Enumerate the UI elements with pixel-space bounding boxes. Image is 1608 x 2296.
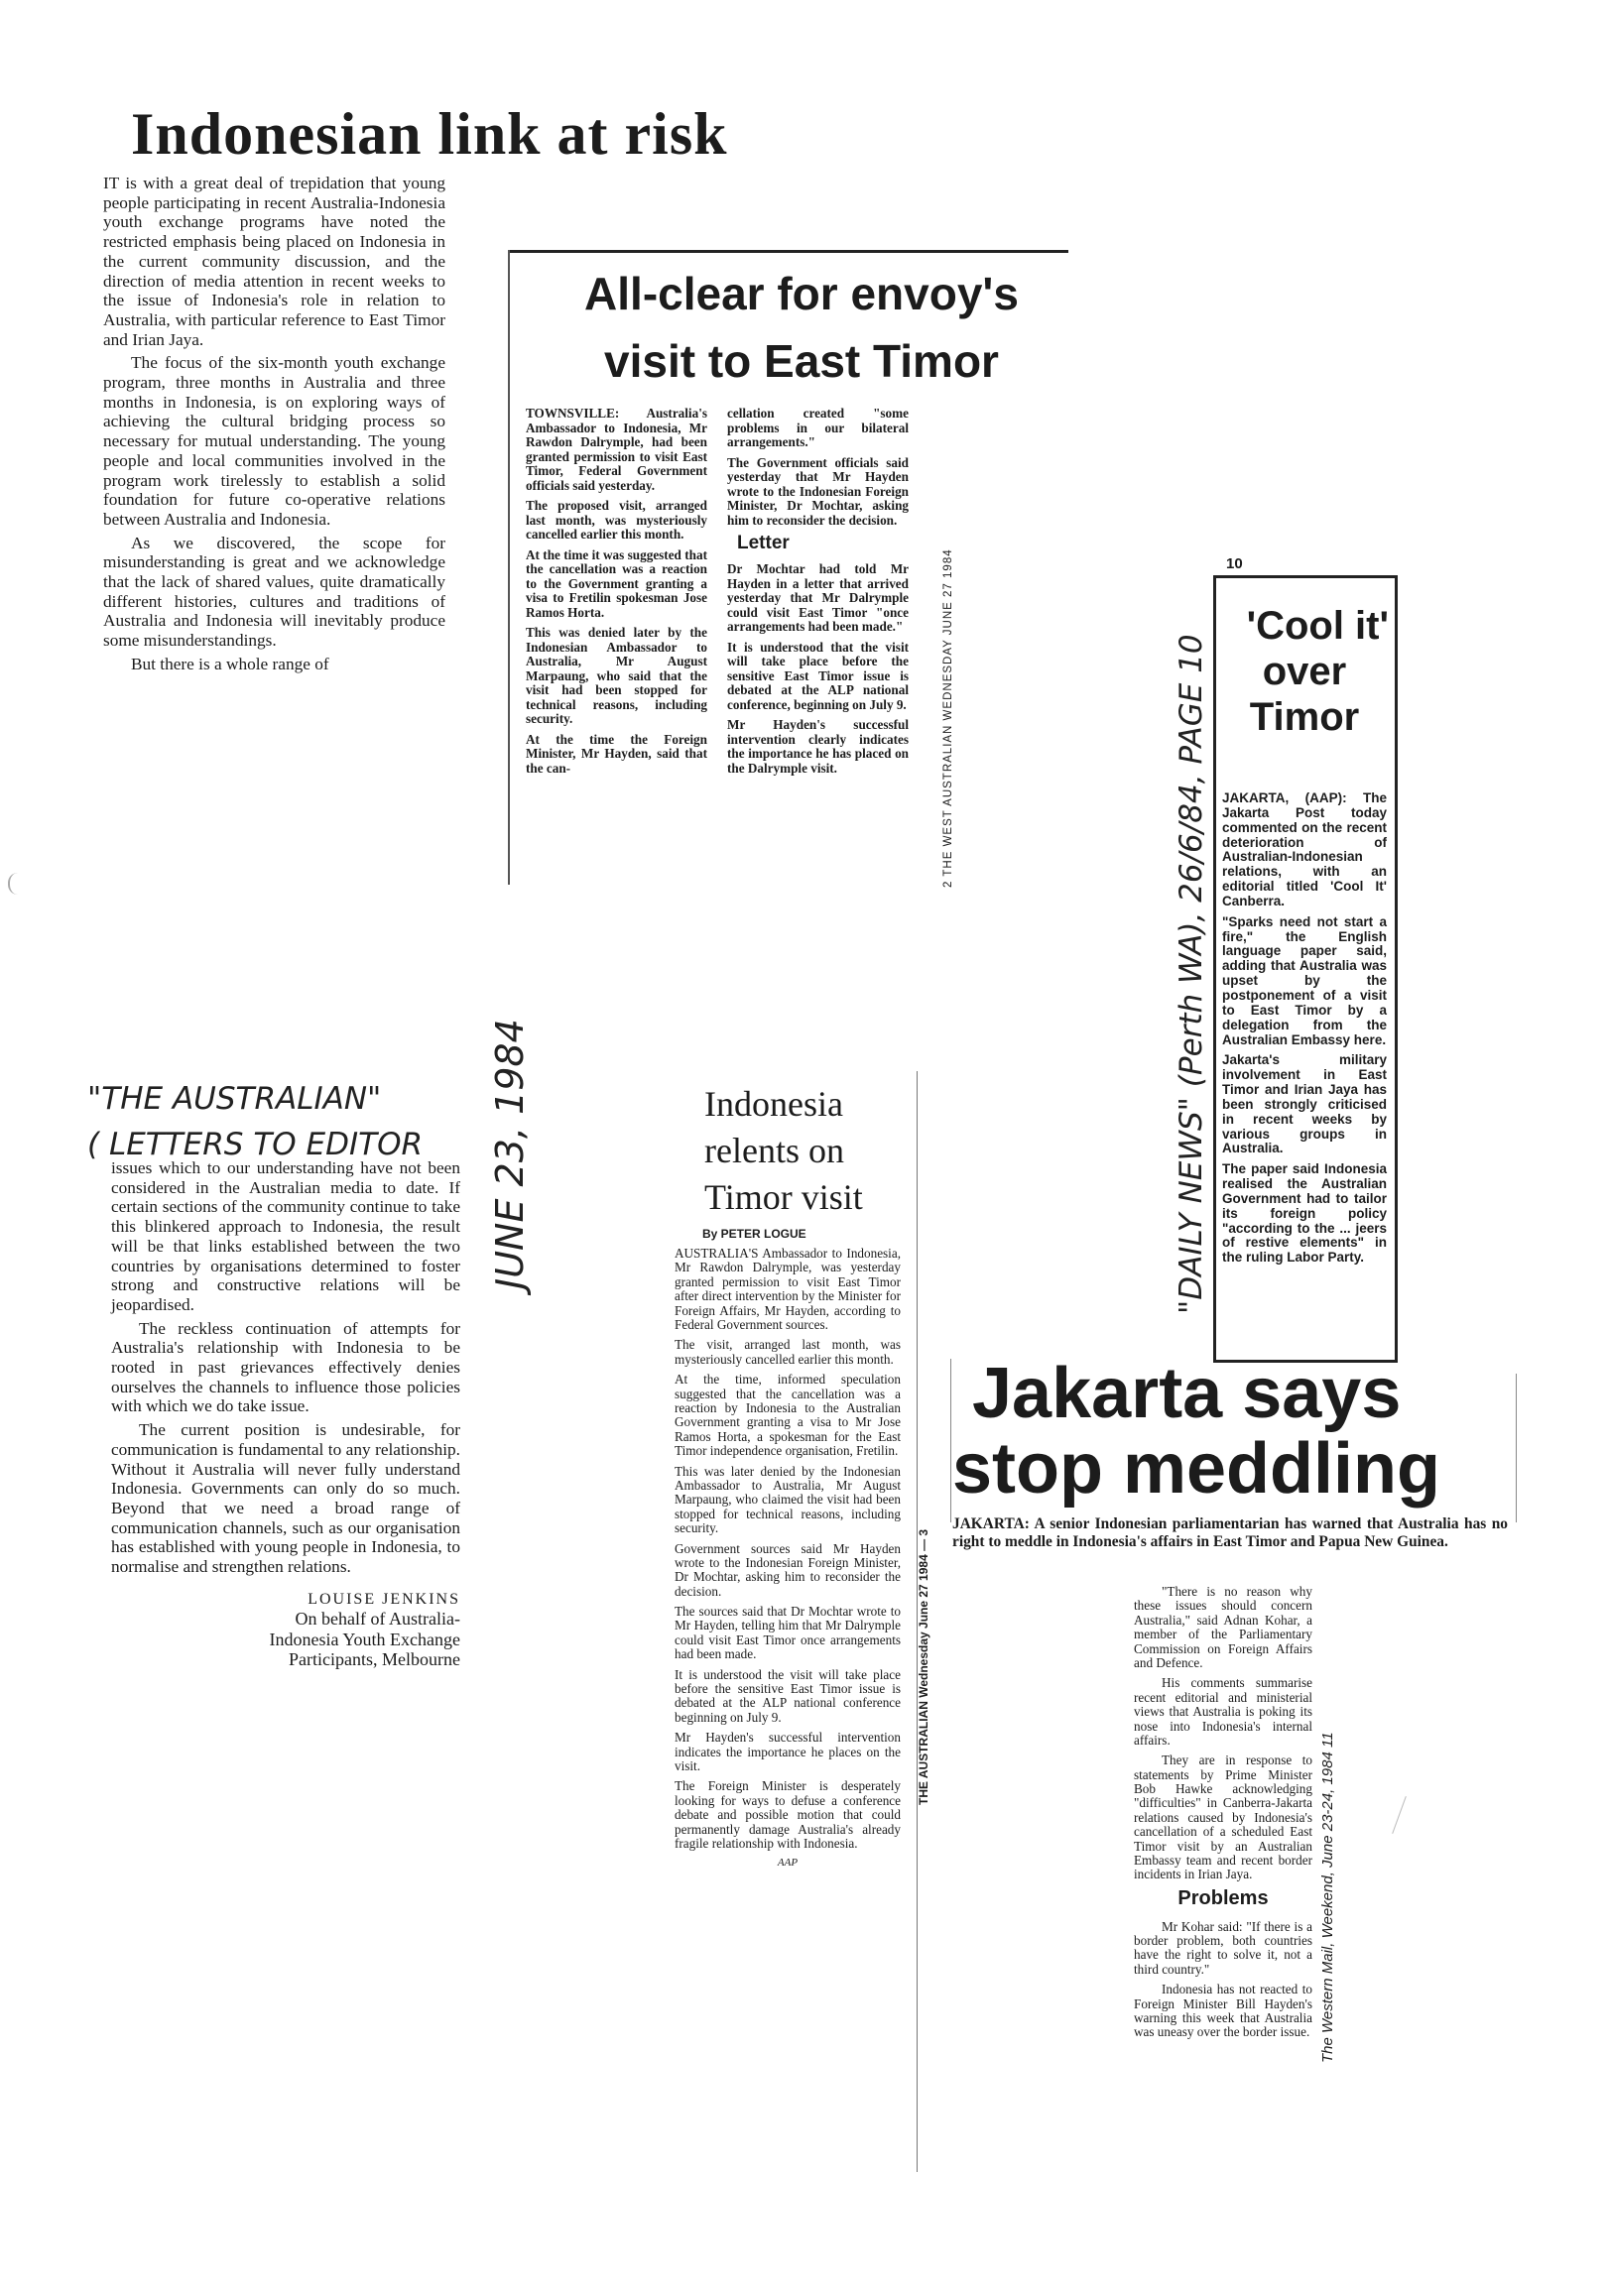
article-relents-body — [675, 1228, 901, 1869]
paragraph: His comments summarise recent editorial and ministerial views that Australia is poking its nose into Indonesia's internal affairs. — [1134, 1675, 1312, 1748]
headline: Indonesian link at risk — [131, 101, 728, 167]
paragraph: The sources said that Dr Mochtar wrote to Mr Hayden, telling him that Mr Dalrymple could visit East Timor once arrangements had been made. — [675, 1604, 901, 1662]
article-jakarta-body — [1134, 1585, 1312, 2046]
paragraph: Jakarta's military involvement in East Timor and Irian Jaya has been strongly criticised in recent weeks by various groups in Australia. — [1222, 1052, 1387, 1156]
paragraph: The visit, arranged last month, was mysteriously cancelled earlier this month. — [675, 1337, 901, 1367]
paragraph: Dr Mochtar had told Mr Hayden in a letter that arrived yesterday that Mr Dalrymple could visit East Timor "once arrangements had been made." — [727, 561, 909, 635]
paragraph: This was later denied by the Indonesian Ambassador to Australia, Mr August Marpaung, who claimed the visit had been stopped for technical reasons, including security. — [675, 1463, 901, 1536]
paragraph: They are in response to statements by Prime Minister Bob Hawke acknowledging "difficulties" in Canberra-Jakarta relations caused by Indonesia's cancellation of a scheduled East Timor visit by an Australian Embassy team and recent border incidents in Irian Jaya. — [1134, 1752, 1312, 1882]
paragraph: The Foreign Minister is desperately looking for ways to defuse a conference debate and possible motion that could permanently damage Australia's already fragile relationship with Indonesia. — [675, 1778, 901, 1851]
headline: All-clear for envoy's — [584, 268, 1019, 319]
paragraph: The focus of the six-month youth exchange program, three months in Australia and three months in Indonesia, is on exploring ways of achieving the cultural bridging process so necessary for mutual understanding. The young people and local communities involved in the program work tirelessly to establish a solid foundation for future co-operative relations between Australia and Indonesia. — [103, 353, 445, 529]
source-line: The Western Mail, Weekend, June 23-24, 1984 11 — [1319, 1732, 1336, 2063]
headline: 'Cool it' — [1246, 604, 1389, 648]
note-line: "THE AUSTRALIAN" — [87, 1081, 382, 1117]
article-all-clear-col1 — [526, 407, 707, 782]
handwritten-date: JUNE 23, 1984 — [488, 1019, 532, 1289]
signature-line: Indonesia Youth Exchange — [269, 1629, 460, 1649]
clipping-frame — [950, 1359, 951, 1522]
paragraph: The proposed visit, arranged last month, was mysteriously cancelled earlier this month. — [526, 498, 707, 543]
article-all-clear — [524, 266, 1079, 390]
headline: over — [1262, 650, 1347, 693]
paragraph: AUSTRALIA'S Ambassador to Indonesia, Mr Rawdon Dalrymple, was yesterday granted permission to visit East Timor after direct intervention by the Minister for Foreign Affairs, Mr Hayden, according to Federal Government sources. — [675, 1246, 901, 1333]
subhead: Letter — [737, 533, 790, 554]
article-all-clear-col2 — [727, 407, 909, 782]
scan-mark — [1392, 1796, 1407, 1834]
paragraph: "Sparks need not start a fire," the English language paper said, adding that Australia was upset by the postponement of a visit to East Timor by a delegation from the Australian Embassy here. — [1222, 913, 1387, 1047]
credit: AAP — [777, 1857, 799, 1870]
headline: Indonesia — [704, 1084, 843, 1124]
paragraph: But there is a whole range of — [131, 654, 329, 673]
paragraph: Mr Hayden's successful intervention indicates the importance he places on the visit. — [675, 1730, 901, 1773]
clipping-left-rule — [508, 250, 510, 885]
paragraph: cellation created "some problems in our bilateral arrangements." — [727, 406, 909, 450]
paragraph: TOWNSVILLE: Australia's Ambassador to Indonesia, Mr Rawdon Dalrymple, had been granted permission to visit East Timor, Federal Government officials said yesterday. — [526, 406, 707, 493]
scan-mark — [8, 873, 28, 895]
paragraph: "There is no reason why these issues should concern Australia," said Adnan Kohar, a member of the Parliamentary Commission on Foreign Affairs and Defence. — [1134, 1584, 1312, 1670]
lead-paragraph: JAKARTA: A senior Indonesian parliamentarian has warned that Australia has no right to meddle in Indonesia's affairs in East Timor and Papua New Guinea. — [952, 1515, 1508, 1550]
paragraph: The current position is undesirable, for communication is fundamental to any relationship. Without it Australia will never fully understand Indonesia. Governments can only do so much. Beyond that we need a broad range of communication channels, such as our organisation has established with young people in Indonesia, to normalise and strengthen relations. — [111, 1420, 460, 1577]
headline: visit to East Timor — [604, 334, 999, 387]
paragraph: As we discovered, the scope for misunderstanding is great and we acknowledge that the lack of shared values, quite dramatically different histories, cultures and traditions of Australia and Indonesia will inevitably produce some misunderstandings. — [103, 533, 445, 651]
article-body-top — [103, 174, 445, 674]
paragraph: It is understood the visit will take place before the sensitive East Timor issue is debated at the ALP national conference beginning on July 9. — [675, 1666, 901, 1725]
paragraph: At the time it was suggested that the cancellation was a reaction to the Government granting a visa to Fretilin spokesman Jose Ramos Horta. — [526, 546, 707, 620]
subhead: Problems — [1177, 1886, 1269, 1909]
signature-name: LOUISE JENKINS — [308, 1590, 460, 1608]
paragraph: Government sources said Mr Hayden wrote to the Indonesian Foreign Minister, Dr Mochtar, asking him to reconsider the decision. — [675, 1540, 901, 1599]
article-cool-it-body — [1222, 791, 1387, 1271]
paragraph: This was denied later by the Indonesian Ambassador to Australia, Mr August Marpaung, who said that the visit had been stopped for technical reasons, including security. — [526, 625, 707, 727]
clipping-top-rule — [508, 250, 1068, 253]
article-body-bottom — [111, 1158, 460, 1670]
headline: Jakarta says — [972, 1354, 1402, 1433]
headline: stop meddling — [952, 1428, 1440, 1509]
paragraph: The reckless continuation of attempts for Australia's relationship with Indonesia to be rooted in past grievances effectively denies ourselves the channels to influence those policies with which we do take issue. — [111, 1318, 460, 1416]
article-relents — [675, 1081, 913, 1220]
source-line: 2 THE WEST AUSTRALIAN WEDNESDAY JUNE 27 1984 — [942, 548, 954, 888]
handwritten-source: "DAILY NEWS" (Perth WA), 26/6/84, PAGE 10 — [1174, 634, 1209, 1314]
paragraph: Indonesia has not reacted to Foreign Minister Bill Hayden's warning this week that Australia was uneasy over the border issue. — [1134, 1982, 1312, 2040]
note-line: ( LETTERS TO EDITOR — [87, 1127, 424, 1162]
article-cool-it — [1220, 603, 1389, 740]
paragraph: Mr Kohar said: "If there is a border problem, both countries have the right to solve it, not a third country." — [1134, 1918, 1312, 1977]
paragraph: The Government officials said yesterday that Mr Hayden wrote to the Indonesian Foreign Minister, Dr Mochtar, asking him to reconsider the decision. — [727, 454, 909, 528]
paragraph: The paper said Indonesia realised the Australian Government had to tailor its foreign policy "according to the ... jeers of restive elements" in the ruling Labor Party. — [1222, 1161, 1387, 1266]
paragraph: At the time, informed speculation suggested that the cancellation was a reaction by Indonesia to the Australian Government granting a visa to Mr Jose Ramos Horta, a spokesman for the East Timor independence organisation, Fretilin. — [675, 1372, 901, 1459]
paragraph: At the time the Foreign Minister, Mr Hayden, said that the can- — [526, 731, 707, 776]
signature-line: On behalf of Australia- — [295, 1609, 460, 1629]
headline: Timor — [1249, 695, 1360, 739]
paragraph: JAKARTA, (AAP): The Jakarta Post today commented on the recent deterioration of Australian-Indonesian relations, with an editorial titled 'Cool It' Canberra. — [1222, 790, 1387, 908]
paragraph: IT is with a great deal of trepidation that young people participating in recent Australia-Indonesia youth exchange programs have noted the restricted emphasis being placed on Indonesia in the current community discussion, and the direction of media attention in recent weeks to the issue of Indonesia's role in relation to Australia, with particular reference to East Timor and Irian Jaya. — [103, 174, 445, 349]
paragraph: Mr Hayden's successful intervention clearly indicates the importance he has placed on the Dalrymple visit. — [727, 717, 909, 776]
headline: Timor visit — [704, 1176, 863, 1217]
article-jakarta — [952, 1354, 1518, 1509]
byline: By PETER LOGUE — [702, 1227, 806, 1241]
handwritten-note — [87, 1081, 504, 1162]
paragraph: issues which to our understanding have not been considered in the Australian media to date. If certain sections of the community continue to take this blinkered approach to Indonesia, the result will be that links established between the two countries by organisations determined to foster strong and constructive relations will be jeopardised. — [111, 1158, 460, 1314]
paragraph: It is understood that the visit will take place before the sensitive East Timor issue is debated at the ALP national conference, beginning on July 9. — [727, 639, 909, 712]
headline: relents on — [704, 1130, 844, 1170]
signature-line: Participants, Melbourne — [289, 1649, 460, 1670]
source-line: THE AUSTRALIAN Wednesday June 27 1984 — 3 — [917, 1528, 930, 1805]
page-marker: 10 — [1226, 555, 1243, 572]
